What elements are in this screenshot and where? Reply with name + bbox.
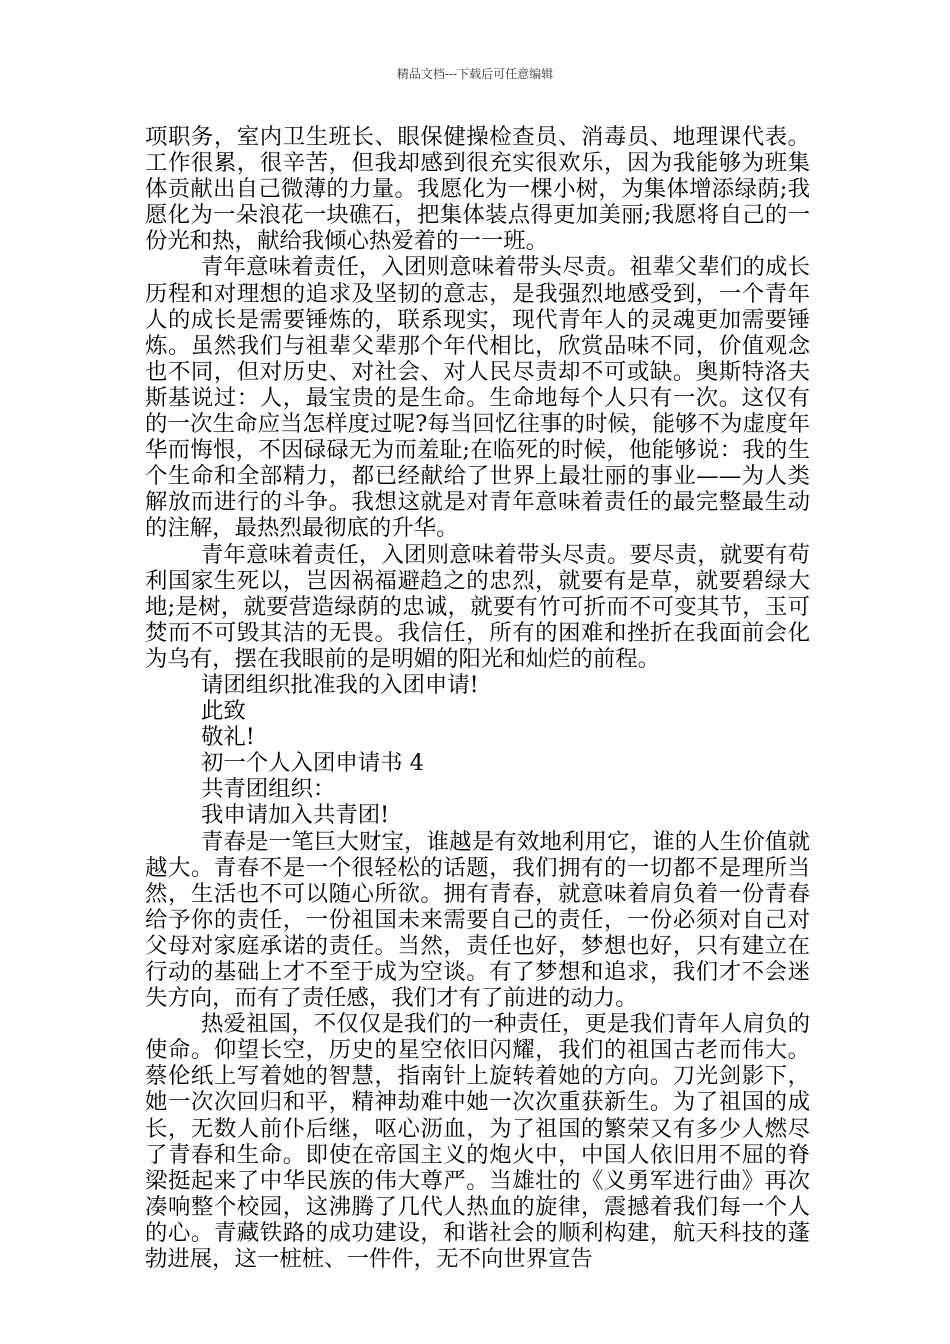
salutation-line: 此致 bbox=[201, 698, 246, 725]
paragraph: 热爱祖国，不仅仅是我们的一种责任，更是我们青年人肩负的使命。仰望长空，历史的星空依旧闪耀，我们的祖国古老而伟大。蔡伦纸上写着她的智慧，指南针上旋转着她的方向。刀光剑影下，她一次次回归和平，精神劫难中她一次次重获新生。为了祖国的成长，无数人前仆后继，呕心沥血，为了祖国的繁荣又有多少人燃尽了青春和生命。即使在帝国主义的炮火中，中国人依旧用不屈的脊梁挺起来了中华民族的伟大尊严。当雄壮的《义勇军进行曲》再次凑响整个校园，这沸腾了几代人热血的旋律，震撼着我们每一个人的心。青藏铁路的成功建设，和谐社会的顺利构建，航天科技的蓬勃进展，这一桩桩、一件件，无不向世界宣告 bbox=[145, 1011, 810, 1273]
paragraph: 青年意味着责任，入团则意味着带头尽责。祖辈父辈们的成长历程和对理想的追求及坚韧的意志，是我强烈地感受到，一个青年人的成长是需要锤炼的，联系现实，现代青年人的灵魂更加需要锤炼。虽然我们与祖辈父辈那个年代相比，欣赏品味不同，价值观念也不同，但对历史、对社会、对人民尽责却不可或缺。奥斯特洛夫斯基说过：人，最宝贵的是生命。生命地每个人只有一次。这仅有的一次生命应当怎样度过呢?每当回忆往事的时候，能够不为虚度年华而悔恨，不因碌碌无为而羞耻;在临死的时候，他能够说：我的生个生命和全部精力，都已经献给了世界上最壮丽的事业——为人类解放而进行的斗争。我想这就是对青年意味着责任的最完整最生动的注解，最热烈最彻底的升华。 bbox=[145, 254, 810, 542]
paragraph: 青春是一笔巨大财宝，谁越是有效地利用它，谁的人生价值就越大。青春不是一个很轻松的话题，我们拥有的一切都不是理所当然，生活也不可以随心所欲。拥有青春，就意味着肩负着一份青春给予你的责任，一份祖国未来需要自己的责任，一份必须对自己对父母对家庭承诺的责任。当然，责任也好，梦想也好，只有建立在行动的基础上才不至于成为空谈。有了梦想和追求，我们才不会迷失方向，而有了责任感，我们才有了前进的动力。 bbox=[145, 828, 810, 1012]
paragraph: 项职务，室内卫生班长、眼保健操检查员、消毒员、地理课代表。工作很累，很辛苦，但我却感到很充实很欢乐，因为我能够为班集体贡献出自己微薄的力量。我愿化为一棵小树，为集体增添绿荫;我愿化为一朵浪花一块礁石，把集体装点得更加美丽;我愿将自己的一份光和热，献给我倾心热爱着的一一班。 bbox=[145, 124, 810, 255]
paragraph: 青年意味着责任，入团则意味着带头尽责。要尽责，就要有苟利国家生死以，岂因祸福避趋之的忠烈，就要有是草，就要碧绿大地;是树，就要营造绿荫的忠诚，就要有竹可折而不可变其节，玉可焚而不可毁其洁的无畏。我信任，所有的困难和挫折在我面前会化为乌有，摆在我眼前的是明媚的阳光和灿烂的前程。 bbox=[145, 541, 810, 672]
paragraph: 我申请加入共青团! bbox=[201, 802, 390, 829]
page-header: 精品文档---下载后可任意编辑 bbox=[396, 67, 554, 81]
salutation-line: 敬礼! bbox=[201, 724, 255, 751]
addressee-line: 共青团组织： bbox=[201, 776, 336, 803]
document-body bbox=[145, 124, 810, 1272]
section-title: 初一个人入团申请书 4 bbox=[201, 750, 424, 777]
paragraph: 请团组织批准我的入团申请! bbox=[201, 671, 479, 698]
